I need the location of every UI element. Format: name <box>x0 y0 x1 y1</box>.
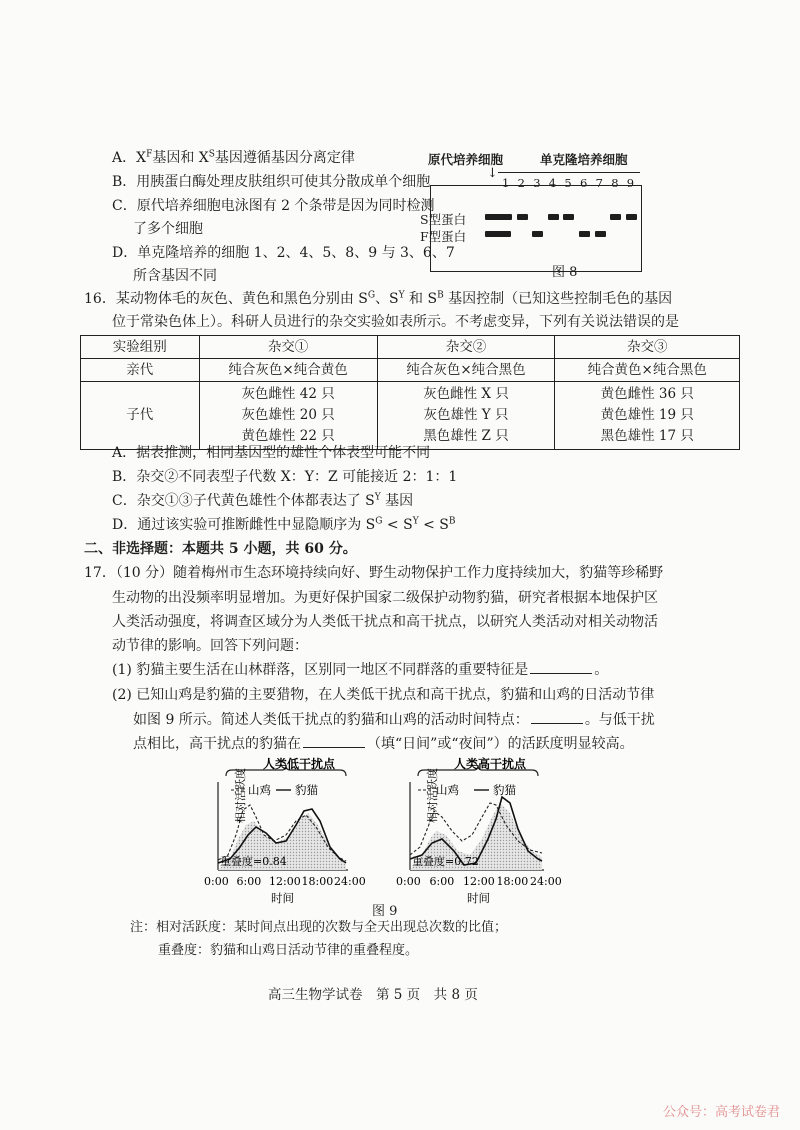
offspring-entry: 黄色雌性 36 只 <box>600 386 694 402</box>
xtick-label: 12:00 <box>269 875 301 888</box>
legend-cat-right: 豹猫 <box>493 783 516 797</box>
left-overlap-label: 重叠度=0.84 <box>220 855 287 868</box>
q17-sub1-text: (1) 豹猫主要生活在山林群落，区别同一地区不同群落的重要特征是 <box>112 662 529 678</box>
q17-sub2-text: 如图 9 所示。简述人类低干扰点的豹猫和山鸡的活动时间特点： <box>133 712 529 728</box>
gel-band-s <box>563 214 574 220</box>
fig8-arrow-icon: ↓ <box>487 166 498 181</box>
lane-number: 4 <box>548 176 557 190</box>
xtick-label: 18:00 <box>301 875 334 888</box>
q17-sub2-text4: （填“日间”或“夜间”）的活跃度明显较高。 <box>367 736 634 752</box>
q15-option-d-line2: 所含基因不同 <box>133 268 217 284</box>
answer-blank[interactable] <box>303 735 365 748</box>
legend-chicken-left: 山鸡 <box>248 783 271 797</box>
answer-blank[interactable] <box>530 661 592 674</box>
lane-number: 8 <box>611 176 619 190</box>
q16-option-d: D．通过该实验可推断雌性中显隐顺序为 $S^G < S^Y < S^B$ <box>112 516 456 533</box>
lane-number: 7 <box>595 176 603 190</box>
lane-number: 3 <box>533 176 541 190</box>
xtick-label: 18:00 <box>496 875 529 888</box>
gel-band-s <box>517 214 528 220</box>
q16-stem-line2: 位于常染色体上）。科研人员进行的杂交实验如表所示。不考虑变异，下列有关说法错误的是 <box>112 314 679 330</box>
lane-number: 1 <box>502 176 510 190</box>
offspring-entry: 灰色雄性 20 只 <box>241 407 335 423</box>
page-footer: 高三生物学试卷 第 5 页 共 8 页 <box>268 987 478 1003</box>
table-row <box>81 382 740 450</box>
table-header-row <box>81 336 740 359</box>
cross-table <box>80 335 740 450</box>
q15-option-c-line2: 了多个细胞 <box>133 221 203 237</box>
xtick-label: 0:00 <box>204 875 229 888</box>
table-row-label: 亲代 <box>81 359 200 382</box>
q15-option-d-line1: D．单克隆培养的细胞 1、2、4、5、8、9 与 3、6、7 <box>112 245 455 261</box>
q17-sub1 <box>112 660 608 680</box>
q15-option-b: B．用胰蛋白酶处理皮肤组织可使其分散成单个细胞 <box>112 174 431 190</box>
left-title: 人类低干扰点 <box>263 757 336 771</box>
xtick-label: 6:00 <box>429 875 455 888</box>
lane-number: 2 <box>517 176 525 190</box>
q17-sub1-end: 。 <box>594 662 609 678</box>
right-title: 人类高干扰点 <box>454 757 527 771</box>
table-row-label: 子代 <box>81 382 200 450</box>
table-cell <box>377 382 555 450</box>
answer-blank[interactable] <box>531 711 583 724</box>
gel-band-s <box>501 214 512 220</box>
fig9-left-panel <box>204 756 366 905</box>
xtick-label: 6:00 <box>236 875 262 888</box>
gel-band-s <box>626 214 637 220</box>
xtick-label: 24:00 <box>530 875 562 888</box>
q15-option-a: A．$X^F$基因和 $X^S$基因遵循基因分离定律 <box>112 149 355 166</box>
q17-line3: 人类活动强度，将调查区域分为人类低干扰点和高干扰点，以研究人类活动对相关动物活 <box>112 614 658 630</box>
xtick-label: 12:00 <box>463 875 495 888</box>
q16-stem-line1: 16．某动物体毛的灰色、黄色和黑色分别由 $S^G$、$S^Y$ 和 $S^B$ 基因控制（已知这些控制毛色的基因 <box>84 290 673 307</box>
gel-band-s <box>610 214 621 220</box>
gel-band-f <box>485 231 511 237</box>
note-line2: 重叠度：豹猫和山鸡日活动节律的重叠程度。 <box>158 943 419 958</box>
note-line1: 注：相对活跃度：某时间点出现的次数与全天出现总次数的比值； <box>130 920 508 935</box>
fig9-charts <box>196 755 566 915</box>
offspring-entry: 黄色雄性 19 只 <box>600 407 694 423</box>
fig9-right-panel <box>396 756 562 905</box>
table-header-cell: 杂交① <box>199 336 377 359</box>
offspring-entry: 灰色雌性 42 只 <box>241 386 335 402</box>
fig8-row-s: S型蛋白 <box>420 212 467 227</box>
fig8-clone-bracket <box>498 172 640 173</box>
table-cell: 纯合灰色×纯合黄色 <box>199 359 377 382</box>
lane-number: 6 <box>580 176 588 190</box>
q16-option-b: B．杂交②不同表型子代数 X：Y：Z 可能接近 2：1：1 <box>112 469 458 485</box>
table-cell: 纯合黄色×纯合黑色 <box>555 359 740 382</box>
offspring-entry: 黑色雄性 17 只 <box>600 428 694 444</box>
q17-sub2-text2: 。与低干扰 <box>584 712 655 728</box>
table-cell: 纯合灰色×纯合黑色 <box>377 359 555 382</box>
q15-option-c-line1: C．原代培养细胞电泳图有 2 个条带是因为同时检测 <box>112 198 435 214</box>
table-header-cell: 实验组别 <box>81 336 200 359</box>
fig8-caption: 图 8 <box>552 265 578 280</box>
fig8-label-primary: 原代培养细胞 <box>428 152 504 167</box>
lane-number: 9 <box>626 176 635 190</box>
q17-line1: 17．（10 分）随着梅州市生态环境持续向好、野生动物保护工作力度持续加大，豹猫等珍稀野 <box>84 565 664 581</box>
gel-band-f <box>595 231 606 237</box>
legend-cat-left: 豹猫 <box>295 783 318 797</box>
right-xticks <box>396 875 562 888</box>
q17-line2: 生动物的出没频率明显增加。为更好保护国家二级保护动物豹猫，研究者根据本地保护区 <box>112 590 658 606</box>
q17-sub2-line3 <box>133 734 634 754</box>
q16-option-c: C．杂交①③子代黄色雄性个体都表达了 $S^Y$ 基因 <box>112 492 414 509</box>
offspring-entry: 黄色雄性 22 只 <box>241 428 335 444</box>
gel-band-f <box>532 231 543 237</box>
q17-line4: 动节律的影响。回答下列问题： <box>112 638 308 654</box>
fig8-row-f: F型蛋白 <box>420 229 467 244</box>
gel-band-f <box>579 231 590 237</box>
xtick-label: 24:00 <box>334 875 366 888</box>
left-xlabel: 时间 <box>271 891 294 905</box>
lane-number: 5 <box>564 176 572 190</box>
xtick-label: 0:00 <box>396 875 421 888</box>
table-header-cell: 杂交③ <box>555 336 740 359</box>
q17-sub2-line1: (2) 已知山鸡是豹猫的主要猎物，在人类低干扰点和高干扰点，豹猫和山鸡的日活动节律 <box>112 687 655 703</box>
watermark: 公众号：高考试卷君 <box>662 1105 780 1120</box>
q17-sub2-text3: 点相比，高干扰点的豹猫在 <box>133 736 301 752</box>
fig8-label-clone: 单克隆培养细胞 <box>540 152 628 167</box>
left-ylabel: 相对活跃度 <box>234 768 247 823</box>
fig9-caption: 图 9 <box>372 904 398 919</box>
right-ylabel: 相对活跃度 <box>426 768 439 823</box>
gel-band-s <box>548 214 559 220</box>
table-cell <box>555 382 740 450</box>
offspring-entry: 灰色雌性 X 只 <box>423 386 509 402</box>
table-cell <box>199 382 377 450</box>
section-heading: 二、非选择题：本题共 5 小题，共 60 分。 <box>84 541 357 557</box>
legend-chicken-right: 山鸡 <box>436 783 459 797</box>
q16-option-a: A．据表推测，相同基因型的雄性个体表型可能不同 <box>112 445 431 461</box>
table-row <box>81 359 740 382</box>
right-xlabel: 时间 <box>467 891 490 905</box>
right-overlap-label: 重叠度=0.72 <box>412 855 479 868</box>
offspring-entry: 灰色雄性 Y 只 <box>423 407 509 423</box>
q17-sub2-line2 <box>133 710 655 730</box>
offspring-entry: 黑色雄性 Z 只 <box>423 428 509 444</box>
left-xticks <box>204 875 366 888</box>
table-header-cell: 杂交② <box>377 336 555 359</box>
